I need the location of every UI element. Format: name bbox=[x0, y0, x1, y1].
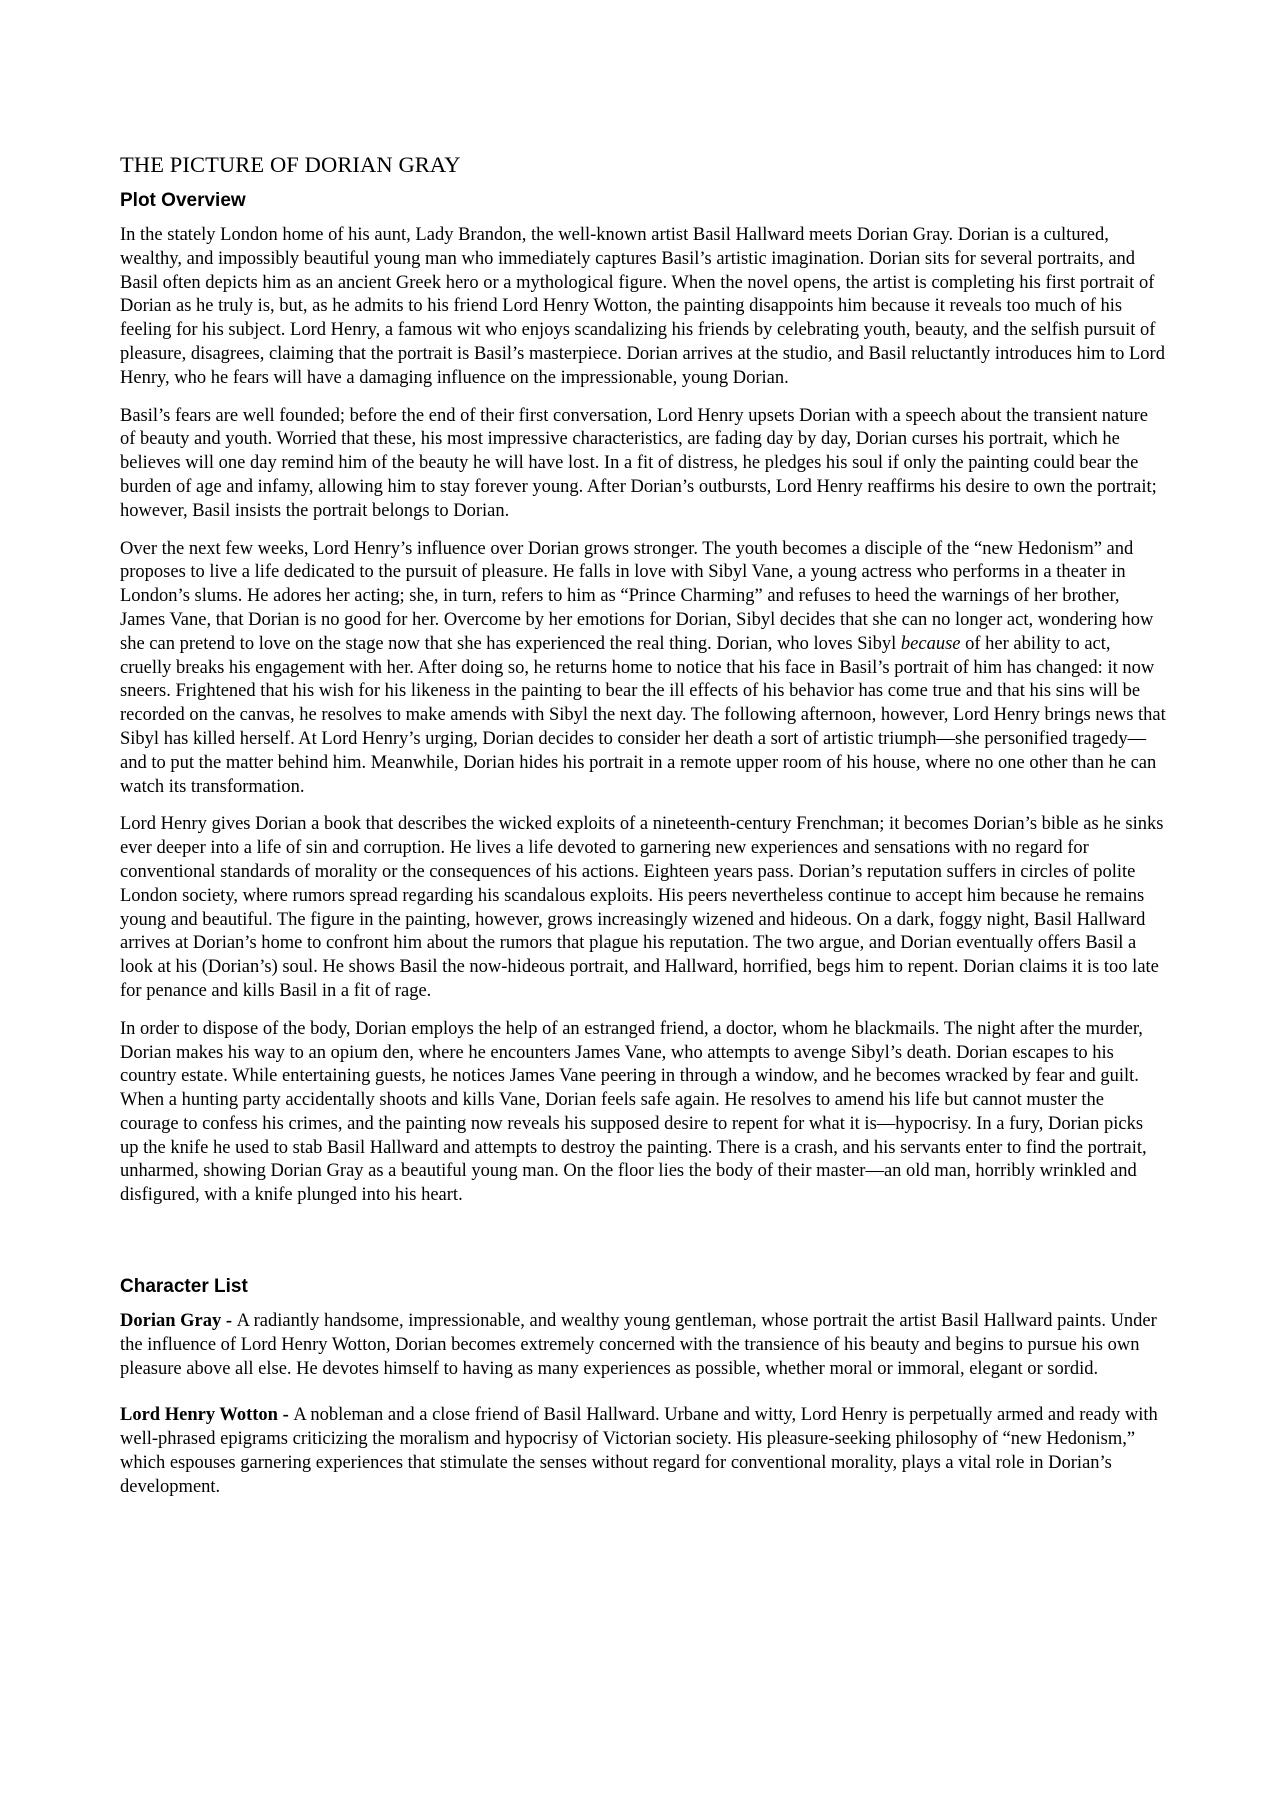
plot-paragraph-3 bbox=[120, 538, 1166, 800]
plot-paragraph-4: Lord Henry gives Dorian a book that describes the wicked exploits of a nineteenth-century Frenchman; it becomes Dorian’s bible as he sinks ever deeper into a life of sin and corruption. He lives a life devoted to garnering new experiences and sensations with no regard for conventional standards of morality or the consequences of his actions. Eighteen years pass. Dorian’s reputation suffers in circles of polite London society, where rumors spread regarding his scandalous exploits. His peers nevertheless continue to accept him because he remains young and beautiful. The figure in the painting, however, grows increasingly wizened and hideous. On a dark, foggy night, Basil Hallward arrives at Dorian’s home to confront him about the rumors that plague his reputation. The two argue, and Dorian eventually offers Basil a look at his (Dorian’s) soul. He shows Basil the now-hideous portrait, and Hallward, horrified, begs him to repent. Dorian claims it is too late for penance and kills Basil in a fit of rage. bbox=[120, 814, 1164, 1001]
document-title: THE PICTURE OF DORIAN GRAY bbox=[120, 152, 461, 177]
plot-paragraph-3-emphasis: because bbox=[900, 633, 961, 654]
character-list-heading: Character List bbox=[120, 1276, 248, 1298]
character-name: Dorian Gray - bbox=[120, 1311, 237, 1332]
plot-paragraph-3-part-2: of her ability to act, cruelly breaks his engagement with her. After doing so, he returns home to notice that his face in Basil’s portrait of him has changed: it now sneers. Frightened that his wish for his likeness in the painting to bear the ill effects of his behavior has come true and that his sins will be recorded on the canvas, he resolves to make amends with Sibyl the next day. The following afternoon, however, Lord Henry brings news that Sibyl has killed herself. At Lord Henry’s urging, Dorian decides to consider her death a sort of artistic triumph—she personified tragedy—and to put the matter behind him. Meanwhile, Dorian hides his portrait in a remote upper room of his house, where no one other than he can watch its transformation. bbox=[120, 633, 1166, 797]
character-description: A radiantly handsome, impressionable, and wealthy young gentleman, whose portrait the artist Basil Hallward paints. Under the influence of Lord Henry Wotton, Dorian becomes extremely concerned with the transience of his beauty and begins to pursue his own pleasure above all else. He devotes himself to having as many experiences as possible, whether moral or immoral, elegant or sordid. bbox=[120, 1311, 1157, 1379]
plot-paragraph-5: In order to dispose of the body, Dorian employs the help of an estranged friend, a doctor, whom he blackmails. The night after the murder, Dorian makes his way to an opium den, where he encounters James Vane, who attempts to avenge Sibyl’s death. Dorian escapes to his country estate. While entertaining guests, he notices James Vane peering in through a window, and he becomes wracked by fear and guilt. When a hunting party accidentally shoots and kills Vane, Dorian feels safe again. He resolves to amend his life but cannot muster the courage to confess his crimes, and the painting now reveals his supposed desire to repent for what it is—hypocrisy. In a fury, Dorian picks up the knife he used to stab Basil Hallward and attempts to destroy the painting. There is a crash, and his servants enter to find the portrait, unharmed, showing Dorian Gray as a beautiful young man. On the floor lies the body of their master—an old man, horribly wrinkled and disfigured, with a knife plunged into his heart. bbox=[120, 1018, 1147, 1206]
section-spacer bbox=[120, 1222, 1166, 1274]
plot-paragraph-1: In the stately London home of his aunt, Lady Brandon, the well-known artist Basil Hallward meets Dorian Gray. Dorian is a cultured, wealthy, and impossibly beautiful young man who immediately captures Basil’s artistic imagination. Dorian sits for several portraits, and Basil often depicts him as an ancient Greek hero or a mythological figure. When the novel opens, the artist is completing his first portrait of Dorian as he truly is, but, as he admits to his friend Lord Henry Wotton, the painting disappoints him because it reveals too much of his feeling for his subject. Lord Henry, a famous wit who enjoys scandalizing his friends by celebrating youth, beauty, and the selfish pursuit of pleasure, disagrees, claiming that the portrait is Basil’s masterpiece. Dorian arrives at the studio, and Basil reluctantly introduces him to Lord Henry, who he fears will have a damaging influence on the impressionable, young Dorian. bbox=[120, 225, 1165, 388]
document-page bbox=[120, 150, 1166, 1523]
character-name: Lord Henry Wotton - bbox=[120, 1405, 294, 1426]
character-entry-lord-henry-wotton bbox=[120, 1404, 1166, 1499]
character-description: A nobleman and a close friend of Basil Hallward. Urbane and witty, Lord Henry is perpetually armed and ready with well-phrased epigrams criticizing the moralism and hypocrisy of Victorian society. His pleasure-seeking philosophy of “new Hedonism,” which espouses garnering experiences that stimulate the senses without regard for conventional morality, plays a vital role in Dorian’s development. bbox=[120, 1405, 1158, 1497]
plot-paragraph-2: Basil’s fears are well founded; before the end of their first conversation, Lord Henry upsets Dorian with a speech about the transient nature of beauty and youth. Worried that these, his most impressive characteristics, are fading day by day, Dorian curses his portrait, which he believes will one day remind him of the beauty he will have lost. In a fit of distress, he pledges his soul if only the painting could bear the burden of age and infamy, allowing him to stay forever young. After Dorian’s outbursts, Lord Henry reaffirms his desire to own the portrait; however, Basil insists the portrait belongs to Dorian. bbox=[120, 405, 1157, 521]
character-entry-dorian-gray bbox=[120, 1310, 1166, 1381]
plot-paragraph-3-part-1: Over the next few weeks, Lord Henry’s influence over Dorian grows stronger. The youth becomes a disciple of the “new Hedonism” and proposes to live a life dedicated to the pursuit of pleasure. He falls in love with Sibyl Vane, a young actress who performs in a theater in London’s slums. He adores her acting; she, in turn, refers to him as “Prince Charming” and refuses to heed the warnings of her brother, James Vane, that Dorian is no good for her. Overcome by her emotions for Dorian, Sibyl decides that she can no longer act, wondering how she can pretend to love on the stage now that she has experienced the real thing. Dorian, who loves Sibyl bbox=[120, 538, 1154, 654]
plot-overview-heading: Plot Overview bbox=[120, 190, 246, 211]
